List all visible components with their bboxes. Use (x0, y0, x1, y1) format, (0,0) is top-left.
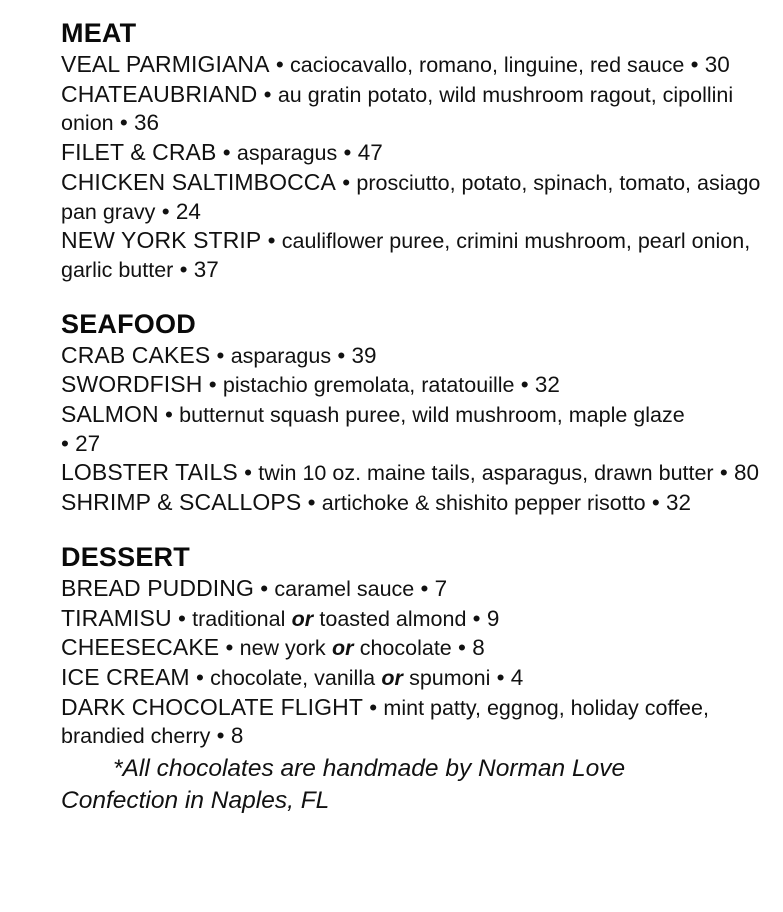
item-price: 8 (472, 635, 485, 661)
separator: • (61, 430, 69, 456)
item-name: FILET & CRAB (61, 139, 217, 166)
section-meat (61, 16, 766, 285)
section-title: SEAFOOD (61, 308, 196, 339)
menu-item (61, 341, 766, 371)
menu-item (61, 226, 766, 284)
item-price: 47 (357, 140, 383, 166)
section-title: MEAT (61, 18, 137, 48)
item-price: 7 (434, 575, 448, 601)
separator: • (267, 228, 276, 254)
item-price: 24 (175, 198, 201, 224)
separator: • (119, 110, 128, 136)
item-description: au gratin potato, wild mushroom ragout, cipollini onion (61, 82, 734, 136)
or-conjunction: or (331, 636, 354, 661)
item-name: BREAD PUDDING (61, 574, 254, 601)
separator: • (496, 664, 505, 690)
item-name: LOBSTER TAILS (61, 459, 238, 486)
menu-item (61, 50, 766, 80)
item-price: 37 (193, 256, 219, 282)
separator: • (216, 723, 225, 749)
menu-item (61, 370, 766, 400)
item-name: DARK CHOCOLATE FLIGHT (61, 693, 363, 720)
item-description: caramel sauce (274, 576, 415, 601)
item-price: 4 (510, 664, 524, 690)
item-description: traditional (192, 606, 286, 631)
item-name: CHICKEN SALTIMBOCCA (61, 168, 336, 195)
item-price: 39 (351, 342, 377, 368)
item-description: prosciutto, potato, spinach, tomato, asiago pan gravy (61, 170, 761, 224)
separator: • (260, 575, 269, 601)
item-description: butternut squash puree, wild mushroom, maple glaze (179, 403, 685, 428)
separator: • (165, 402, 173, 428)
item-price: 32 (666, 490, 692, 516)
item-price: 27 (75, 430, 101, 456)
item-name: ICE CREAM (61, 663, 190, 690)
footnote-line: Confection in Naples, FL (61, 787, 330, 815)
separator: • (244, 460, 252, 486)
item-name: CRAB CAKES (61, 341, 211, 368)
section-title: DESSERT (61, 541, 190, 572)
item-price: 30 (704, 52, 730, 77)
item-description: cauliflower puree, crimini mushroom, pearl onion, garlic butter (61, 229, 751, 282)
menu-item (61, 574, 766, 604)
separator: • (343, 140, 352, 166)
menu-item (61, 458, 766, 488)
separator: • (225, 635, 234, 661)
item-description: asparagus (236, 141, 338, 166)
separator: • (690, 52, 699, 77)
item-name: TIRAMISU (61, 604, 172, 631)
item-name: VEAL PARMIGIANA (61, 51, 270, 77)
menu-item (61, 488, 766, 518)
item-description: artichoke & shishito pepper risotto (321, 491, 646, 516)
separator: • (263, 81, 272, 107)
item-price: 9 (486, 605, 500, 631)
item-price: 80 (734, 460, 760, 486)
item-description: chocolate (359, 636, 452, 661)
menu-item (61, 604, 766, 634)
separator: • (719, 460, 728, 486)
separator: • (472, 605, 481, 631)
section-dessert (61, 540, 766, 751)
item-description: spumoni (409, 665, 491, 690)
separator: • (342, 169, 351, 195)
separator: • (458, 635, 466, 661)
separator: • (177, 605, 186, 631)
item-description: toasted almond (319, 606, 467, 631)
separator: • (307, 490, 316, 516)
separator: • (369, 694, 378, 720)
separator: • (651, 490, 660, 516)
separator: • (161, 198, 170, 224)
separator: • (222, 140, 231, 166)
item-description: new york (239, 636, 326, 661)
menu-item (61, 693, 766, 751)
item-description: twin 10 oz. maine tails, asparagus, drawn butter (258, 461, 714, 486)
item-description: asparagus (230, 343, 332, 368)
menu-item (61, 80, 766, 138)
item-name: SWORDFISH (61, 371, 203, 398)
item-price: 36 (134, 110, 160, 136)
item-description: mint patty, eggnog, holiday coffee, brandied cherry (61, 695, 709, 749)
or-conjunction: or (381, 665, 403, 690)
section-seafood (61, 307, 766, 518)
separator: • (337, 342, 346, 368)
menu-item (61, 138, 766, 168)
item-description: caciocavallo, romano, linguine, red sauce (289, 53, 685, 77)
item-name: SALMON (61, 401, 159, 428)
menu-item (61, 168, 766, 226)
item-description: pistachio gremolata, ratatouille (222, 373, 515, 398)
separator: • (208, 372, 217, 398)
menu-item (61, 633, 766, 663)
item-price: 8 (230, 723, 244, 749)
separator: • (520, 372, 529, 398)
item-price: 32 (534, 372, 560, 398)
separator: • (275, 52, 284, 77)
separator: • (420, 575, 429, 601)
item-name: CHATEAUBRIAND (61, 80, 258, 107)
separator: • (216, 342, 225, 368)
separator: • (179, 256, 188, 282)
item-name: CHEESECAKE (61, 634, 220, 661)
or-conjunction: or (291, 606, 314, 631)
menu-item (61, 663, 766, 693)
item-description: chocolate, vanilla (210, 665, 376, 690)
menu-item (61, 400, 766, 458)
footnote (61, 753, 766, 817)
item-name: NEW YORK STRIP (61, 227, 262, 254)
menu (61, 16, 766, 817)
footnote-line: *All chocolates are handmade by Norman Love (113, 755, 626, 783)
item-name: SHRIMP & SCALLOPS (61, 489, 302, 516)
separator: • (195, 664, 204, 690)
